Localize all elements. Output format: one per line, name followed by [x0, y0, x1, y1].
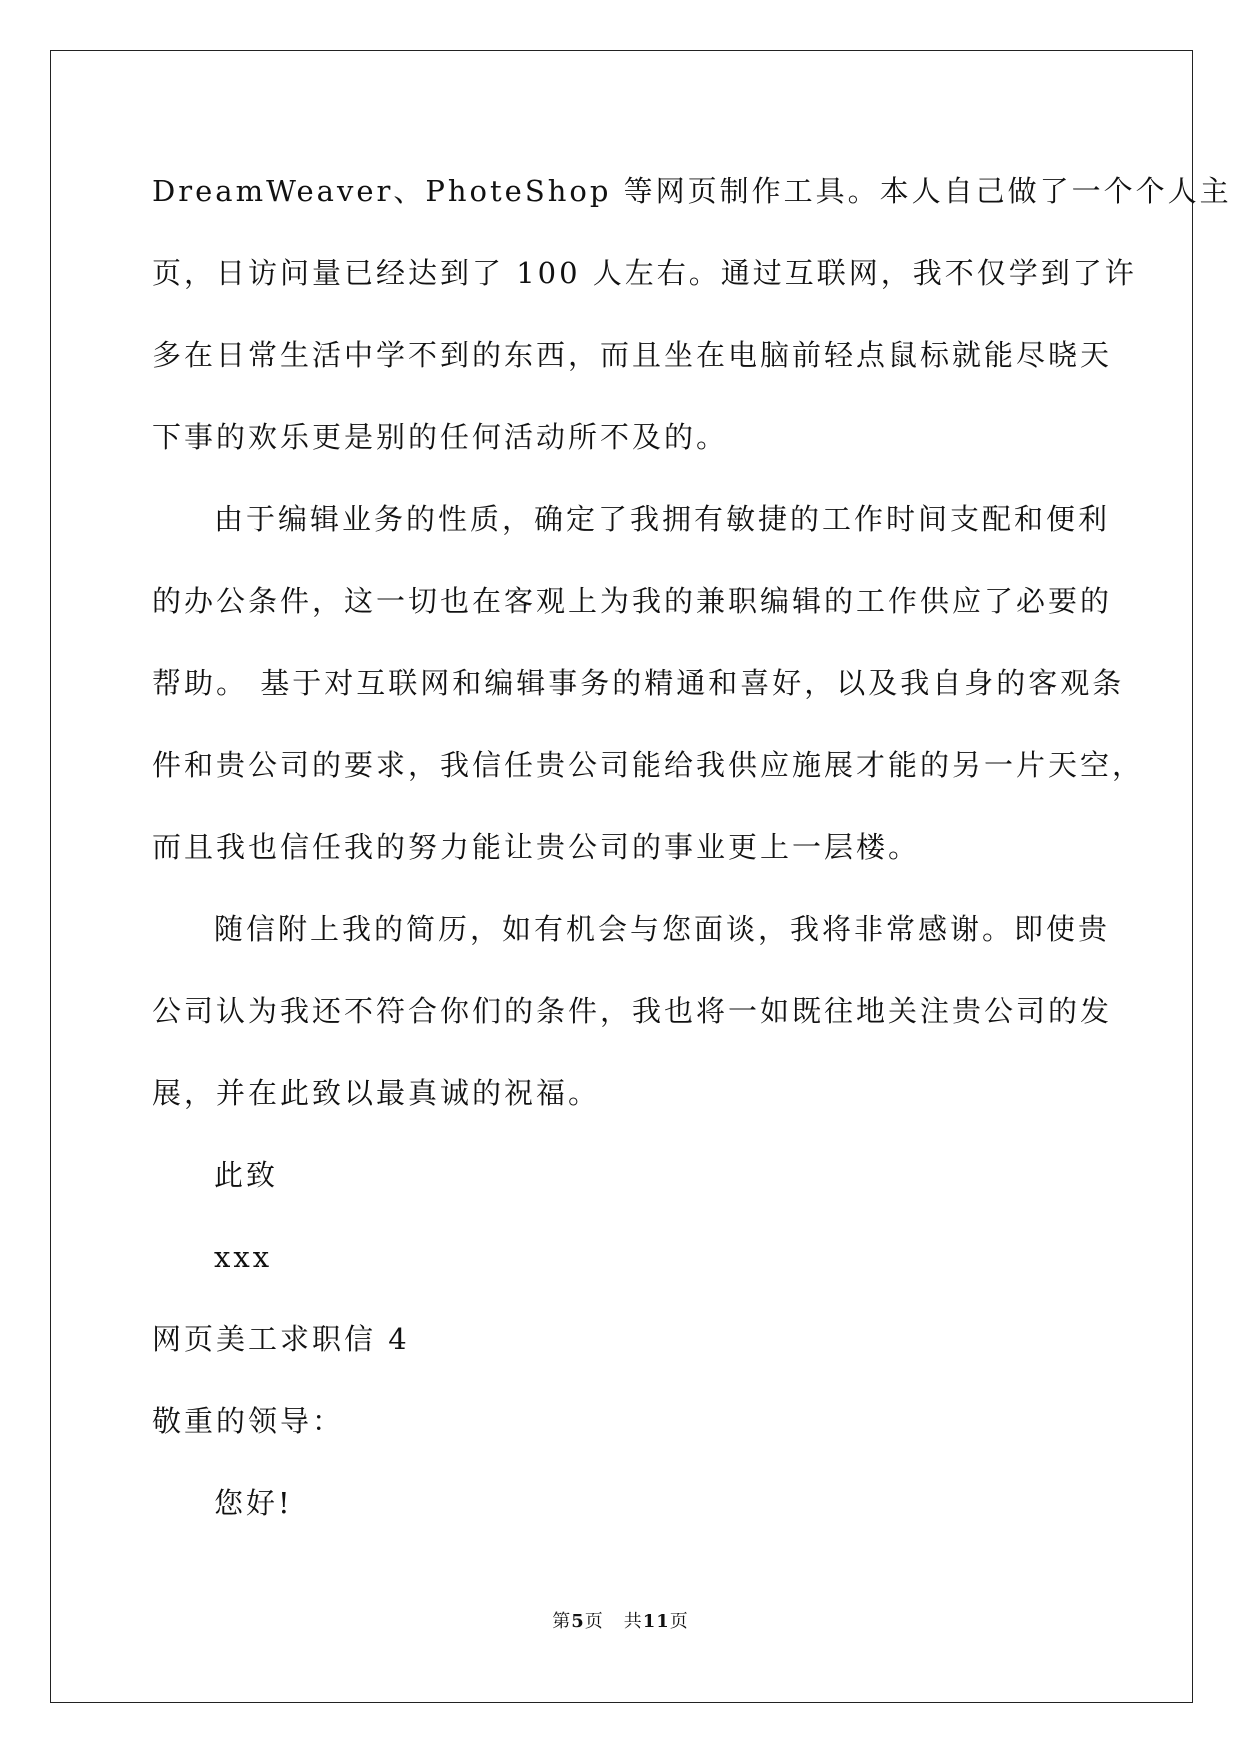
page-prefix: 第	[552, 1611, 572, 1632]
total-pages: 11	[642, 1611, 670, 1632]
body-line-1: DreamWeaver、PhoteShop 等网页制作工具。本人自己做了一个个人主	[152, 174, 1232, 208]
paragraph-3-line-3: 展，并在此致以最真诚的祝福。	[152, 1076, 601, 1110]
section-heading: 网页美工求职信 4	[152, 1322, 410, 1356]
hello-line: 您好!	[214, 1486, 293, 1520]
body-line-4: 下事的欢乐更是别的任何活动所不及的。	[152, 420, 729, 454]
greeting-line: 敬重的领导：	[152, 1404, 345, 1438]
body-line-3: 多在日常生活中学不到的东西，而且坐在电脑前轻点鼠标就能尽晓天	[152, 338, 1113, 372]
body-line-2: 页，日访问量已经达到了 100 人左右。通过互联网，我不仅学到了许	[152, 256, 1137, 290]
paragraph-2-line-1: 由于编辑业务的性质，确定了我拥有敏捷的工作时间支配和便利	[214, 502, 1111, 536]
closing-salutation: 此致	[214, 1158, 279, 1192]
total-prefix: 共	[623, 1611, 643, 1632]
total-suffix: 页	[669, 1611, 689, 1632]
page-border	[50, 50, 1193, 1703]
paragraph-3-line-1: 随信附上我的简历，如有机会与您面谈，我将非常感谢。即使贵	[214, 912, 1111, 946]
page-footer	[0, 1611, 1241, 1633]
page-number: 5	[571, 1611, 585, 1632]
paragraph-2-line-2: 的办公条件，这一切也在客观上为我的兼职编辑的工作供应了必要的	[152, 584, 1113, 618]
signature: xxx	[214, 1240, 273, 1274]
paragraph-3-line-2: 公司认为我还不符合你们的条件，我也将一如既往地关注贵公司的发	[152, 994, 1113, 1028]
paragraph-2-line-3: 帮助。 基于对互联网和编辑事务的精通和喜好，以及我自身的客观条	[152, 666, 1125, 700]
paragraph-2-line-4: 件和贵公司的要求，我信任贵公司能给我供应施展才能的另一片天空，	[152, 748, 1145, 782]
page-suffix: 页	[584, 1611, 604, 1632]
paragraph-2-line-5: 而且我也信任我的努力能让贵公司的事业更上一层楼。	[152, 830, 921, 864]
